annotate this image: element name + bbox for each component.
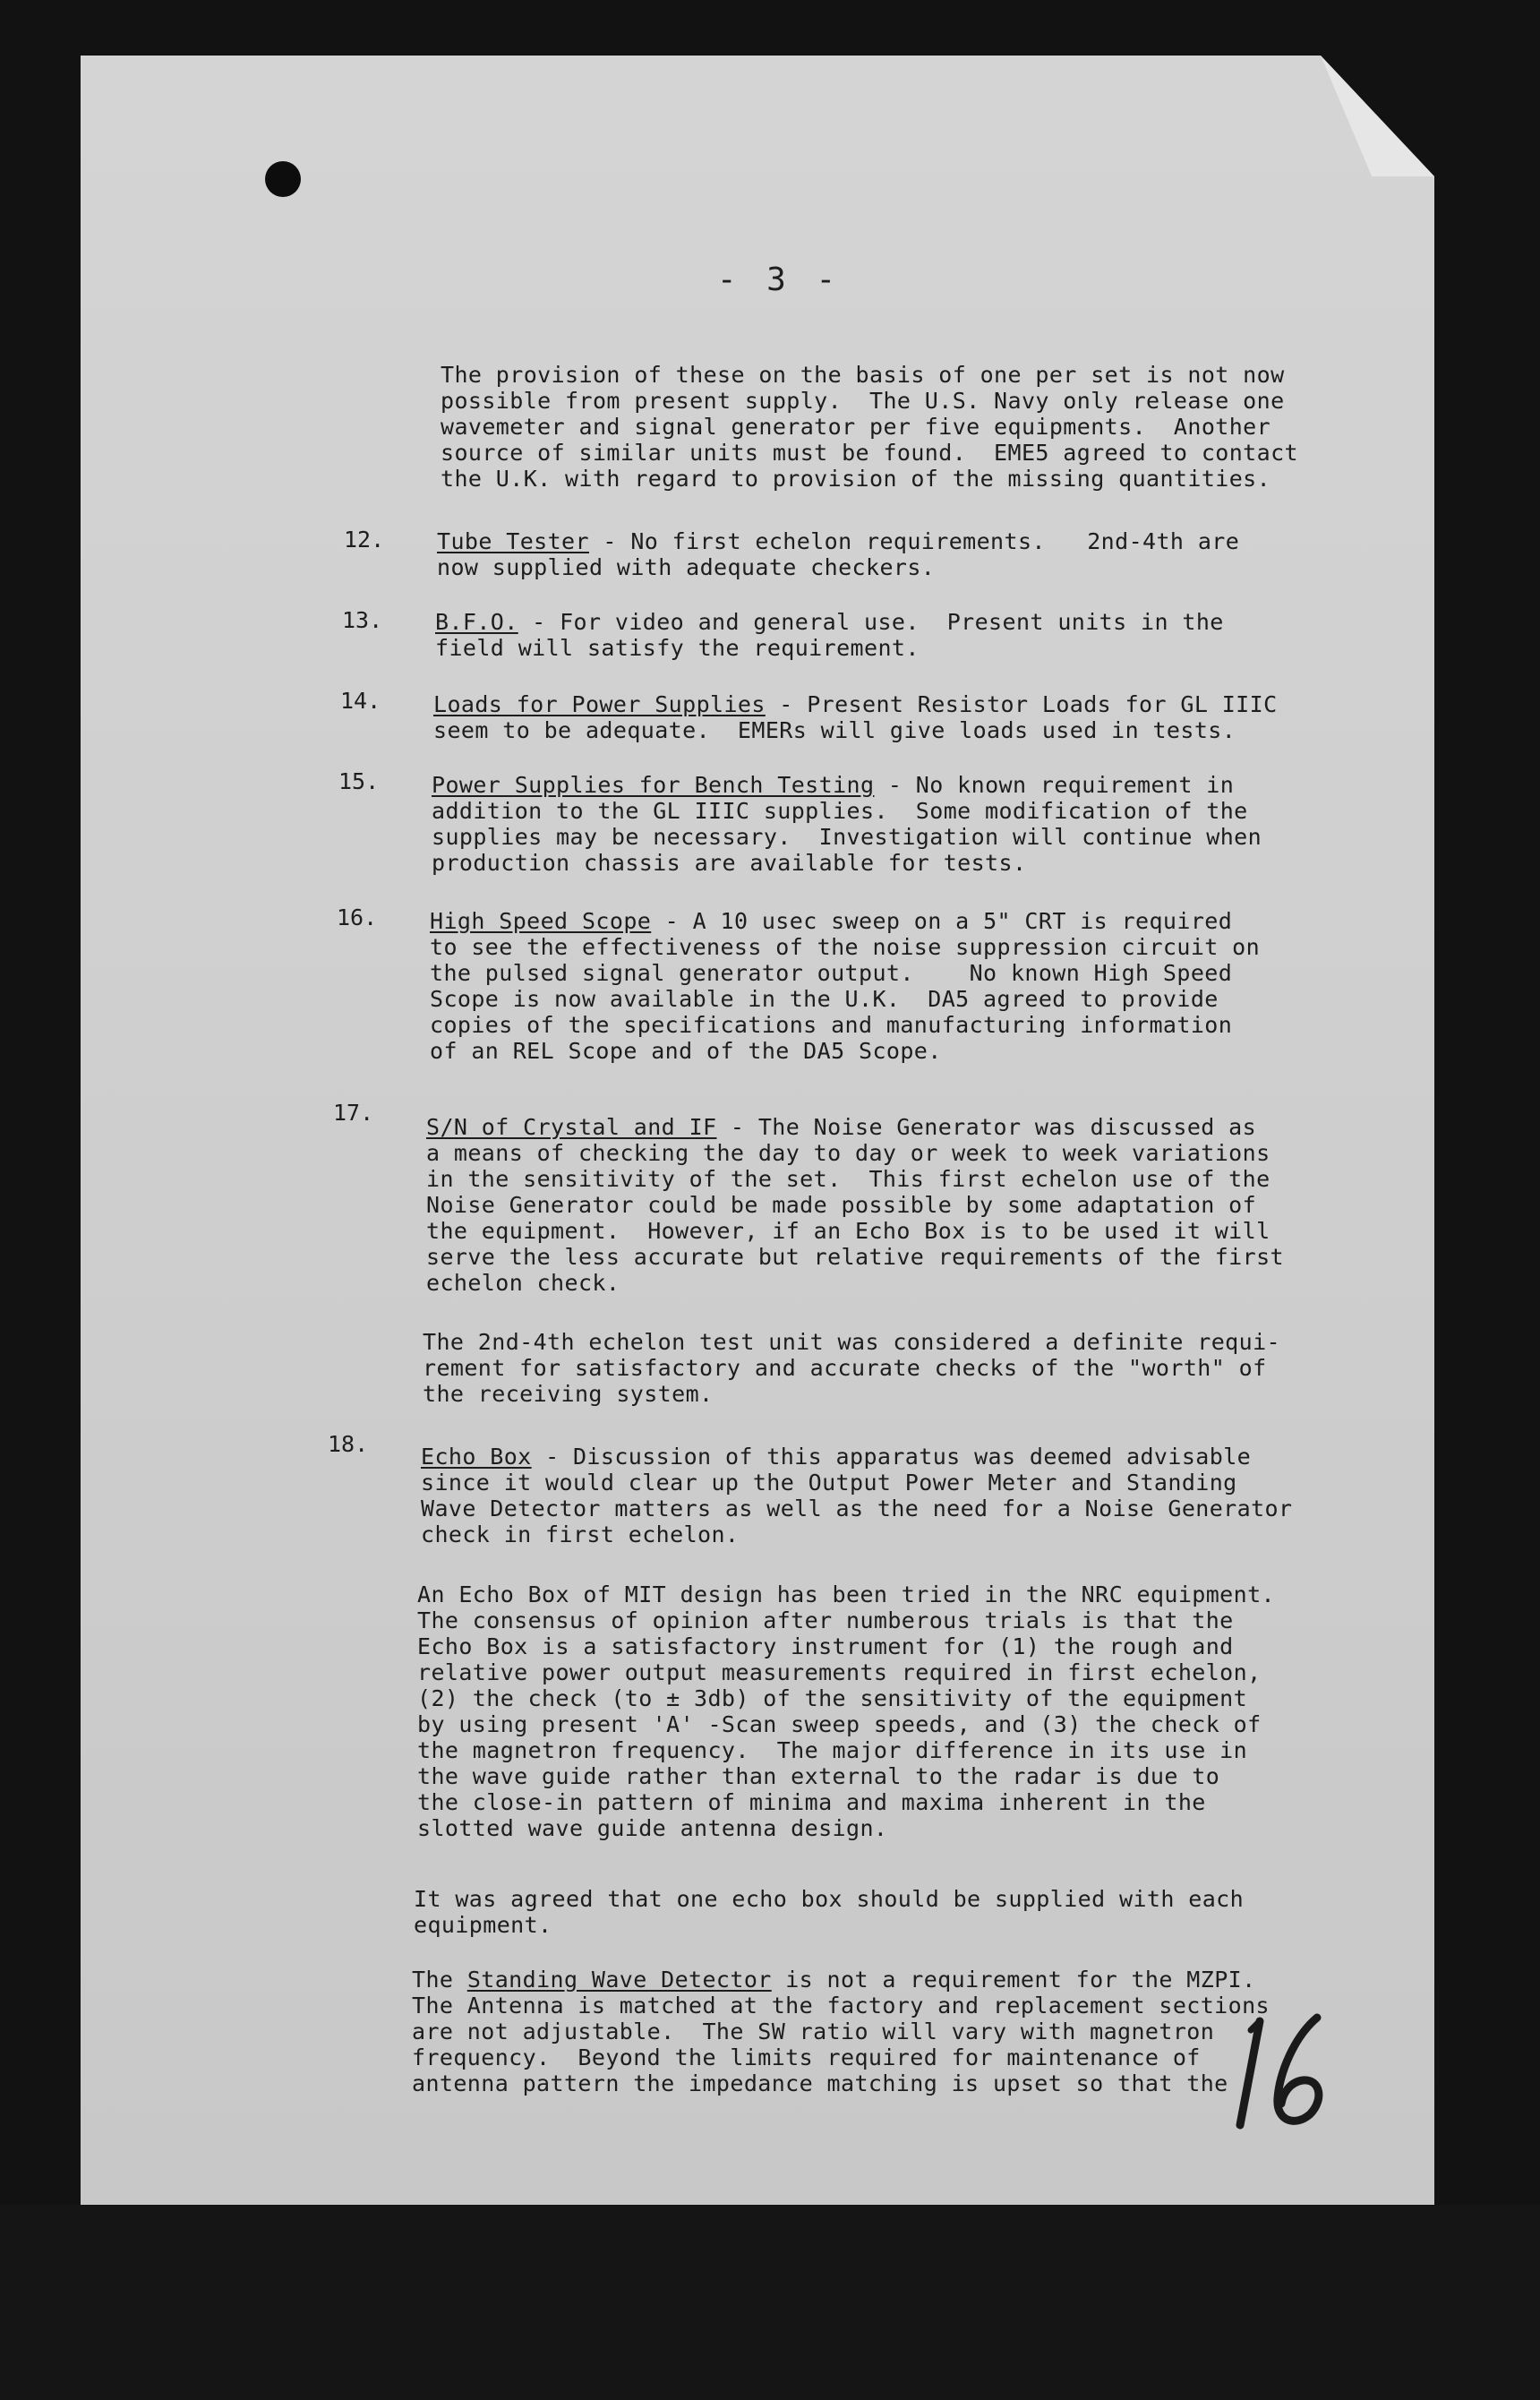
item-18-paragraph-2: An Echo Box of MIT design has been tried in the NRC equipment. The consensus of opinion after numberous trials is that the Echo Box is a satisfactory instrument for (1) the rough and relative power output measurements required in first echelon, (2) the check (to ± 3db) of the sensitivity of the equipment by using present 'A' -Scan sweep speeds, and (3) the check of the magnetron frequency. The major difference in its use in the wave guide rather than external to the radar is due to the close-in pattern of minima and maxima inherent in the slotted wave guide antenna design.	[417, 1581, 1275, 1841]
item-18-paragraph-3: It was agreed that one echo box should be supplied with each equipment.	[414, 1886, 1245, 1938]
item-number-16: 16.	[337, 904, 378, 930]
item-17: S/N of Crystal and IF - The Noise Generator was discussed as a means of checking the day to day or week to week variations in the sensitivity of the set. This first echelon use of the Noise Generator could be made possible by some adaptation of the equipment. However, if an Echo Box is to be used it will serve the less accurate but relative requirements of the first echelon check.	[426, 1114, 1284, 1296]
item-14-title: Loads for Power Supplies	[433, 691, 766, 717]
page-number: - 3 -	[716, 261, 842, 298]
item-18-paragraph-4: The Standing Wave Detector is not a requirement for the MZPI. The Antenna is matched at the factory and replacement sections are not adjustable. The SW ratio will vary with magnetron frequency. Beyond the limits required for maintenance of antenna pattern the impedance matching is upset so that the	[412, 1967, 1270, 2096]
item-17-paragraph-2: The 2nd-4th echelon test unit was considered a definite requi- rement for satisfactory and accurate checks of the "worth" of the receiving system.	[423, 1329, 1280, 1407]
item-number-15: 15.	[338, 768, 380, 794]
item-number-13: 13.	[342, 607, 383, 633]
item-16: High Speed Scope - A 10 usec sweep on a 5" CRT is required to see the effectiveness of the noise suppression circuit on the pulsed signal generator output. No known High Speed Scope is now available in the U.K. DA5 agreed to provide copies of the specifications and manufacturing information of an REL Scope and of the DA5 Scope.	[430, 908, 1261, 1064]
standing-wave-detector-title: Standing Wave Detector	[466, 1967, 772, 1993]
item-12: Tube Tester - No first echelon requirements. 2nd-4th are now supplied with adequate checkers.	[437, 528, 1240, 580]
item-15: Power Supplies for Bench Testing - No known requirement in addition to the GL IIIC supplies. Some modification of the supplies may be necessary. Investigation will continue when production chassis are available for tests.	[432, 772, 1262, 876]
item-15-title: Power Supplies for Bench Testing	[432, 772, 875, 798]
scan-background	[0, 2205, 1540, 2400]
item-13: B.F.O. - For video and general use. Present units in the field will satisfy the requirement.	[435, 609, 1224, 661]
item-number-12: 12.	[344, 527, 385, 553]
item-number-14: 14.	[340, 688, 381, 714]
punch-hole	[265, 161, 301, 197]
intro-paragraph: The provision of these on the basis of one per set is not now possible from present supply. The U.S. Navy only release one wavemeter and signal generator per five equipments. Another source of similar units must be found. EME5 agreed to contact the U.K. with regard to provision of the missing quantities.	[441, 362, 1298, 492]
handwritten-page-number	[1231, 2010, 1356, 2136]
item-number-17: 17.	[333, 1100, 374, 1126]
item-12-title: Tube Tester	[437, 528, 589, 554]
item-18: Echo Box - Discussion of this apparatus was deemed advisable since it would clear up the Output Power Meter and Standing Wave Detector matters as well as the need for a Noise Generator check in first echelon.	[421, 1444, 1293, 1547]
item-13-title: B.F.O.	[435, 609, 518, 635]
item-17-title: S/N of Crystal and IF	[426, 1114, 717, 1140]
item-number-18: 18.	[328, 1431, 369, 1457]
item-18-title: Echo Box	[421, 1444, 532, 1470]
item-14: Loads for Power Supplies - Present Resistor Loads for GL IIIC seem to be adequate. EMERs will give loads used in tests.	[433, 691, 1278, 743]
item-16-title: High Speed Scope	[430, 908, 652, 934]
